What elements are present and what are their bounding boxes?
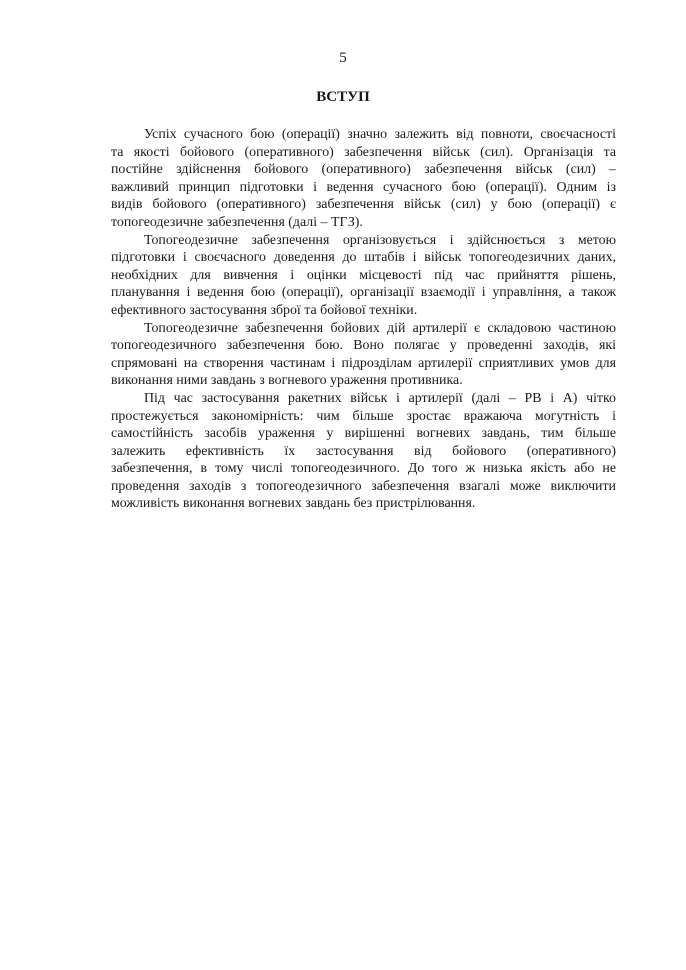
paragraph-line: самостійність засобів ураження у вирішенні вогневих завдань, тим більше <box>111 426 616 442</box>
paragraph-line: видів бойового (оперативного) забезпечення військ (сил) у бою (операції) є <box>111 197 616 213</box>
paragraph-line: Топогеодезичне забезпечення організовується і здійснюється з метою <box>144 232 616 248</box>
paragraph-line: Під час застосування ракетних військ і артилерії (далі – РВ і А) чітко <box>144 390 616 406</box>
paragraph-line: важливий принцип підготовки і ведення сучасного бою (операції). Одним із <box>111 179 616 195</box>
paragraph-line: Успіх сучасного бою (операції) значно залежить від повноти, своєчасності <box>144 127 616 142</box>
paragraph-line: спрямовані на створення частинам і підрозділам артилерії сприятливих умов для <box>111 355 616 371</box>
paragraph-line: простежується закономірність: чим більше зростає вражаюча могутність і <box>111 408 616 424</box>
paragraph-1 <box>111 126 616 232</box>
paragraph-line: залежить ефективність їх застосування від бойового (оперативного) <box>111 443 616 459</box>
paragraph-line: та якості бойового (оперативного) забезпечення військ (сил). Організація та <box>111 144 616 160</box>
paragraph-line: планування і ведення бою (операції), організації взаємодії і управління, а також <box>111 285 616 301</box>
paragraph-2 <box>111 232 616 320</box>
paragraph-line: топогеодезичного забезпечення бою. Воно полягає у проведенні заходів, які <box>111 338 616 354</box>
paragraph-line: підготовки і своєчасного доведення до штабів і військ топогеодезичних даних, <box>111 250 616 266</box>
paragraph-3 <box>111 320 616 390</box>
body-text <box>111 126 616 513</box>
paragraph-line: проведення заходів з топогеодезичного забезпечення взагалі може виключити <box>111 478 616 494</box>
paragraph-line: забезпечення, в тому числі топогеодезичного. До того ж низька якість або не <box>111 461 616 477</box>
paragraph-line: можливість виконання вогневих завдань без пристрілювання. <box>111 496 476 512</box>
paragraph-line: Топогеодезичне забезпечення бойових дій артилерії є складовою частиною <box>144 320 616 336</box>
paragraph-4 <box>111 390 616 513</box>
paragraph-line: необхідних для вивчення і оцінки місцевості під час прийняття рішень, <box>111 267 616 283</box>
paragraph-line: топогеодезичне забезпечення (далі – ТГЗ). <box>111 214 363 230</box>
paragraph-line: виконання ними завдань з вогневого ураження противника. <box>111 373 463 389</box>
page-number: 5 <box>339 50 347 66</box>
section-heading: ВСТУП <box>316 89 370 105</box>
paragraph-line: ефективного застосування зброї та бойової техніки. <box>111 302 418 318</box>
paragraph-line: постійне здійснення бойового (оперативного) забезпечення військ (сил) – <box>111 162 616 178</box>
